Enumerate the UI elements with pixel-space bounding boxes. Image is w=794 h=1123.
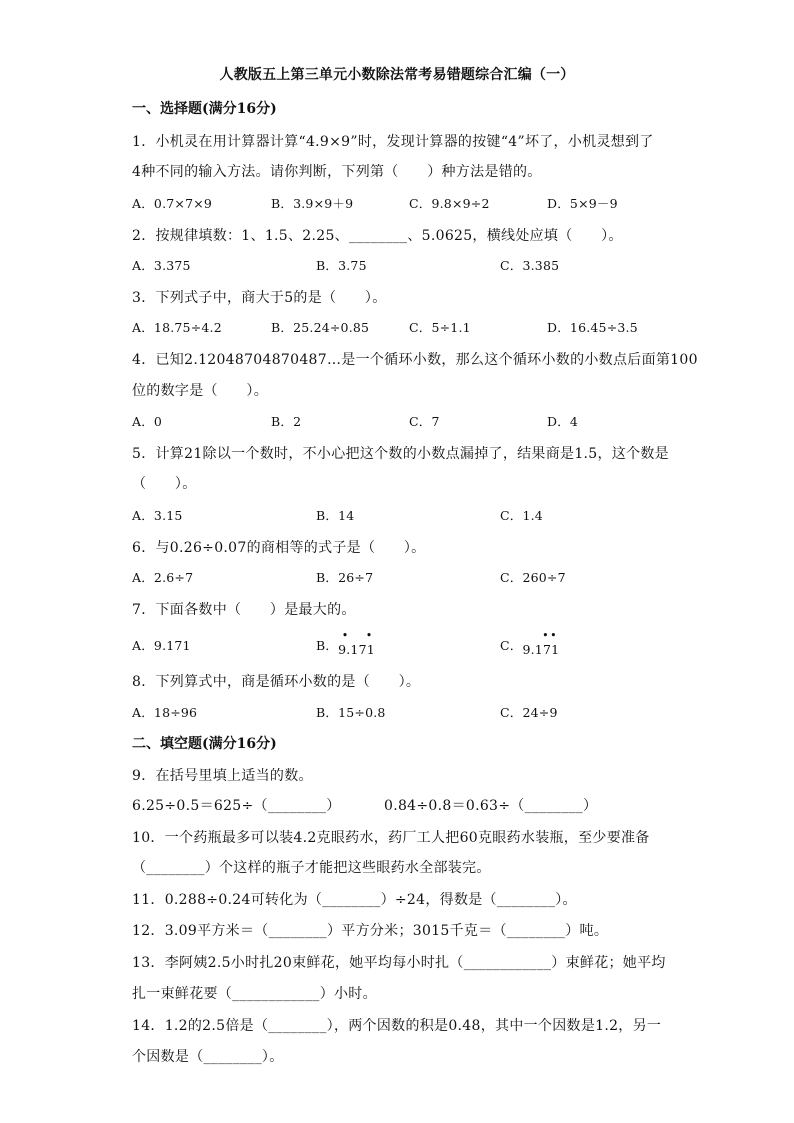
question-4-line-1: 4．已知2.12048704870487…是一个循环小数，那么这个循环小数的小数点后面第100 xyxy=(132,352,698,368)
question-4-option-b: B．2 xyxy=(271,414,302,429)
question-9-line-1: 9．在括号里填上适当的数。 xyxy=(132,768,313,784)
question-14-line-2: 个因数是（________）。 xyxy=(132,1049,284,1065)
question-7-option-c xyxy=(500,631,560,657)
question-9-part-2: 0.84÷0.8＝0.63÷（________） xyxy=(384,798,598,814)
question-8-line-1: 8．下列算式中，商是循环小数的是（ ）。 xyxy=(132,674,421,690)
question-3-option-a: A．18.75÷4.2 xyxy=(132,320,222,335)
question-4-option-c: C．7 xyxy=(409,414,440,429)
repeating-decimal-b xyxy=(338,631,375,657)
question-6-option-b: B．26÷7 xyxy=(316,570,374,585)
question-4-option-d: D．4 xyxy=(547,414,579,429)
question-12-line-1: 12．3.09平方米＝（________）平方分米；3015千克＝（________）吨。 xyxy=(132,923,609,939)
repeating-decimal-b-digits: 9.171 xyxy=(338,642,375,657)
section-heading-fill: 二、填空题(满分16分) xyxy=(132,736,277,752)
question-13-line-1: 13．李阿姨2.5小时扎20束鲜花，她平均每小时扎（____________）束鲜花；她平均 xyxy=(132,955,666,971)
repeat-dot-b-end: • xyxy=(366,631,373,641)
question-1-line-1: 1．小机灵在用计算器计算“4.9×9”时，发现计算器的按键“4”坏了，小机灵想到了 xyxy=(132,134,654,150)
question-3-line-1: 3．下列式子中，商大于5的是（ ）。 xyxy=(132,290,387,306)
question-10-line-2: （________）个这样的瓶子才能把这些眼药水全部装完。 xyxy=(132,860,491,876)
question-1-line-2: 4种不同的输入方法。请你判断，下列第（ ）种方法是错的。 xyxy=(132,164,542,180)
question-2-option-b: B．3.75 xyxy=(316,258,367,273)
question-2-option-c: C．3.385 xyxy=(500,258,560,273)
question-1-option-b: B．3.9×9＋9 xyxy=(271,196,354,211)
repeat-dot-c-end: • xyxy=(550,631,557,641)
repeating-decimal-c-digits: 9.171 xyxy=(522,642,560,657)
question-3-option-b: B．25.24÷0.85 xyxy=(271,320,370,335)
question-3-option-c: C．5÷1.1 xyxy=(409,320,471,335)
question-4-line-2: 位的数字是（ ）。 xyxy=(132,383,268,399)
question-6-option-c: C．260÷7 xyxy=(500,570,566,585)
section-heading-choice: 一、选择题(满分16分) xyxy=(132,101,277,117)
question-7-option-a: A．9.171 xyxy=(132,638,191,653)
question-6-line-1: 6．与0.26÷0.07的商相等的式子是（ ）。 xyxy=(132,540,426,556)
question-7-option-b xyxy=(316,631,375,657)
question-14-line-1: 14．1.2的2.5倍是（________），两个因数的积是0.48，其中一个因数是1.2，另一 xyxy=(132,1018,662,1034)
question-11-line-1: 11．0.288÷0.24可转化为（________）÷24，得数是（________）。 xyxy=(132,892,577,908)
question-6-option-a: A．2.6÷7 xyxy=(132,570,194,585)
question-9-part-1: 6.25÷0.5＝625÷（________） xyxy=(132,798,341,814)
question-7-line-1: 7．下面各数中（ ）是最大的。 xyxy=(132,602,356,618)
repeating-decimal-c xyxy=(522,631,560,657)
question-2-line-1: 2．按规律填数：1、1.5、2.25、________、5.0625，横线处应填（ ）。 xyxy=(132,228,623,244)
question-5-option-b: B．14 xyxy=(316,508,355,523)
question-10-line-1: 10．一个药瓶最多可以装4.2克眼药水，药厂工人把60克眼药水装瓶，至少要准备 xyxy=(132,830,650,846)
question-13-line-2: 扎一束鲜花要（____________）小时。 xyxy=(132,986,377,1002)
question-1-option-c: C．9.8×9÷2 xyxy=(409,196,490,211)
question-8-option-a: A．18÷96 xyxy=(132,705,198,720)
question-7-option-c-label: C． xyxy=(500,638,523,653)
question-1-option-a: A．0.7×7×9 xyxy=(132,196,213,211)
question-3-option-d: D．16.45÷3.5 xyxy=(547,320,638,335)
question-5-line-1: 5．计算21除以一个数时，不小心把这个数的小数点漏掉了，结果商是1.5，这个数是 xyxy=(132,446,669,462)
question-5-line-2: （ ）。 xyxy=(132,476,197,492)
page-title: 人教版五上第三单元小数除法常考易错题综合汇编（一） xyxy=(219,67,575,83)
repeat-dot-b-start: • xyxy=(342,631,349,641)
repeat-dot-c-start: • xyxy=(542,631,549,641)
question-5-option-c: C．1.4 xyxy=(500,508,543,523)
question-8-option-c: C．24÷9 xyxy=(500,705,558,720)
question-8-option-b: B．15÷0.8 xyxy=(316,705,386,720)
question-7-option-b-label: B． xyxy=(316,638,339,653)
question-1-option-d: D．5×9－9 xyxy=(547,196,618,211)
question-2-option-a: A．3.375 xyxy=(132,258,191,273)
question-5-option-a: A．3.15 xyxy=(132,508,183,523)
question-4-option-a: A．0 xyxy=(132,414,163,429)
